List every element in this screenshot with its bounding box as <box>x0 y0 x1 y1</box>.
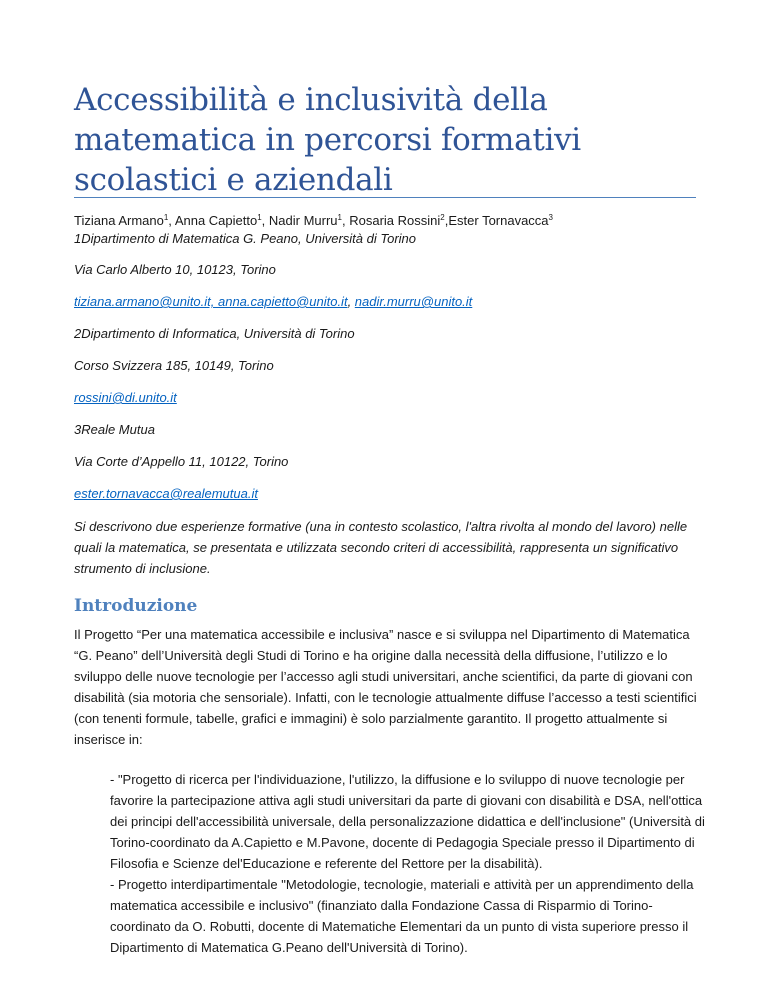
author-name: Tiziana Armano <box>74 213 164 228</box>
paper-title: Accessibilità e inclusività della matematica in percorsi formativi scolastici e aziendali <box>74 82 581 198</box>
affiliation-1-address: Via Carlo Alberto 10, 10123, Torino <box>74 262 276 277</box>
author-affiliation-mark: 2 <box>440 213 445 222</box>
author-affiliation-mark: 1 <box>163 213 169 222</box>
author-name: Ester Tornavacca <box>448 213 549 228</box>
author-list: Tiziana Armano$^1$, Anna Capietto$^1$, Nadir Murru$^1$, Rosaria Rossini$^2$,Ester Tornavacca$^3$ <box>74 213 553 228</box>
intro-paragraph: Il Progetto “Per una matematica accessibile e inclusiva” nasce e si sviluppa nel Dipartimento di Matematica “G. Peano” dell’Università degli Studi di Torino e ha origine dalla necessità della diffusione, l’utilizzo e lo sviluppo delle nuove tecnologie per l’accesso agli studi universitari, anche scientifici, da parte di giovani con disabilità (sia motoria che sensoriale). Infatti, con le tecnologie attualmente diffuse l’accesso a testi scientifici (con tenenti formule, tabelle, grafici e immagini) è solo parzialmente garantito. Il progetto attualmente si inserisce in: <box>74 627 697 747</box>
author-name: Rosaria Rossini <box>349 213 441 228</box>
affiliation-1-name: 1Dipartimento di Matematica G. Peano, Università di Torino <box>74 231 417 246</box>
email-link[interactable]: tiziana.armano@unito.it, anna.capietto@unito.it <box>74 294 348 309</box>
author-affiliation-mark: 3 <box>548 213 553 222</box>
affiliation-2-address: Corso Svizzera 185, 10149, Torino <box>74 358 274 373</box>
email-separator: , <box>347 294 355 309</box>
email-link[interactable]: ester.tornavacca@realemutua.it <box>74 486 258 501</box>
title-divider <box>74 197 696 198</box>
affiliation-1-emails <box>74 294 472 310</box>
author-name: Anna Capietto <box>174 213 258 228</box>
abstract: Si descrivono due esperienze formative (una in contesto scolastico, l'altra rivolta al mondo del lavoro) nelle quali la matematica, se presentata e utilizzata secondo criteri di accessibilità, rappresenta un significativo strumento di inclusione. <box>74 519 688 576</box>
author-name: Nadir Murru <box>268 213 338 228</box>
project-list <box>110 769 706 958</box>
author-affiliation-mark: 1 <box>337 213 342 222</box>
list-item: - "Progetto di ricerca per l'individuazione, l'utilizzo, la diffusione e lo sviluppo di nuove tecnologie per favorire la partecipazione attiva agli studi universitari da parte di giovani con disabilità e DSA, nell'ottica dei principi dell'accessibilità universale, della personalizzazione didattica e dell'inclusione" (Università di Torino-coordinato da A.Capietto e M.Pavone, docente di Pedagogia Speciale presso il Dipartimento di Filosofia e Scienze del'Educazione e referente del Rettore per la disabilità). <box>110 772 705 871</box>
affiliation-2-name: 2Dipartimento di Informatica, Università di Torino <box>74 326 355 341</box>
affiliation-3-name: 3Reale Mutua <box>74 422 155 437</box>
email-link[interactable]: rossini@di.unito.it <box>74 390 177 405</box>
section-heading: Introduzione <box>74 596 198 616</box>
author-affiliation-mark: 1 <box>257 213 262 222</box>
email-link[interactable]: nadir.murru@unito.it <box>354 294 473 309</box>
affiliation-3-address: Via Corte d’Appello 11, 10122, Torino <box>74 454 289 469</box>
list-item: - Progetto interdipartimentale "Metodologie, tecnologie, materiali e attività per un apprendimento della matematica accessibile e inclusivo" (finanziato dalla Fondazione Cassa di Risparmio di Torino-coordinato da O. Robutti, docente di Matematiche Elementari da un punto di vista superiore presso il Dipartimento di Matematica G.Peano dell'Università di Torino). <box>110 877 694 955</box>
